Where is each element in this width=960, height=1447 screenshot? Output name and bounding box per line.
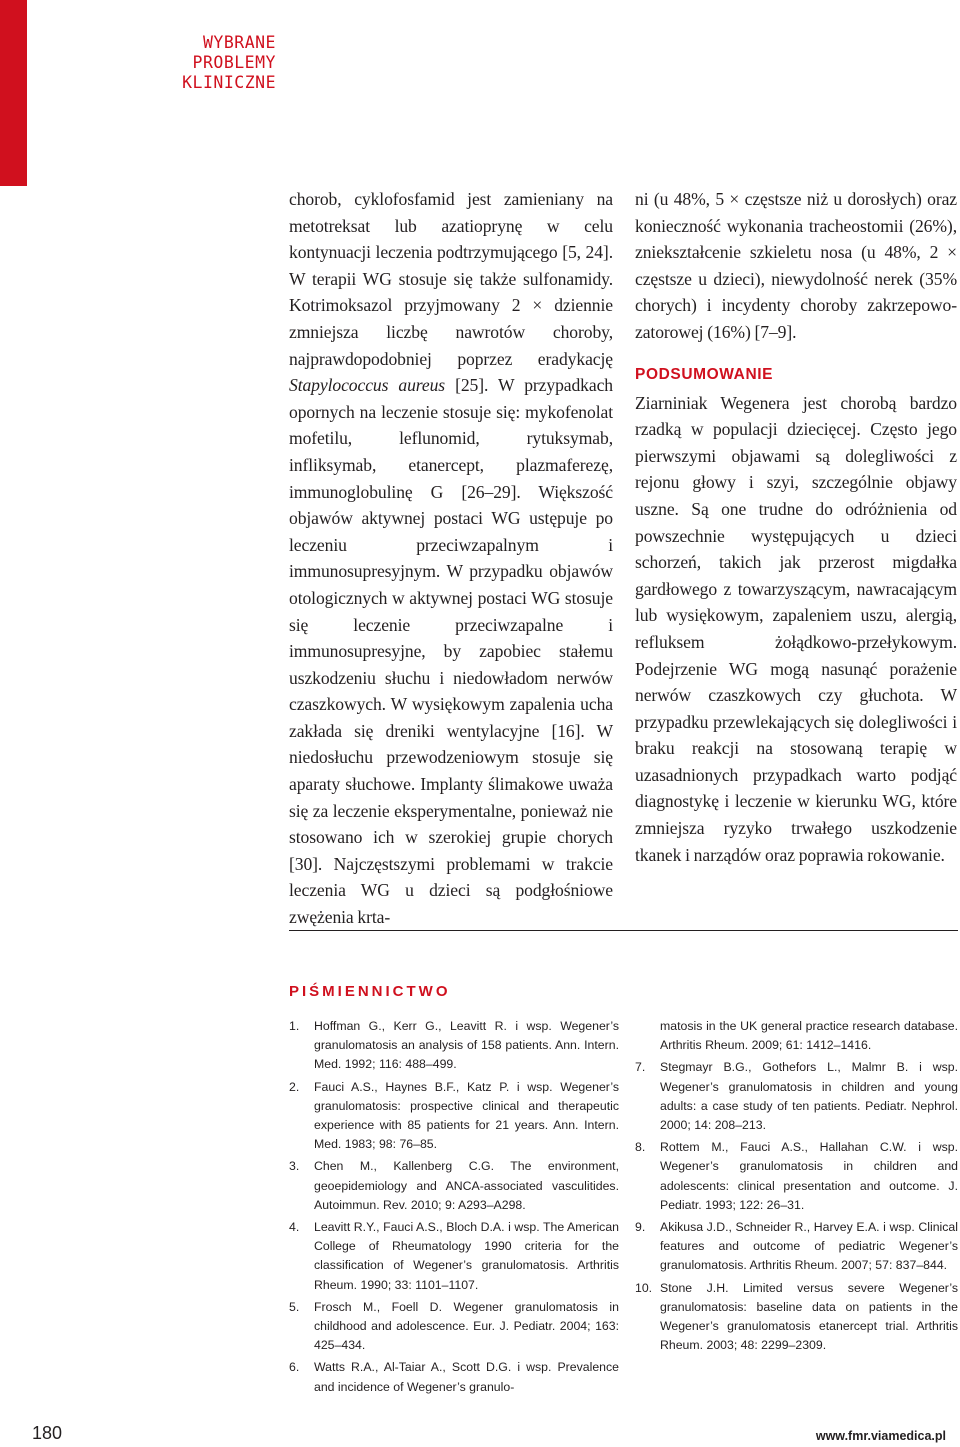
body-text: chorob, cyklofosfamid jest zamieniany na metotreksat lub azatioprynę w celu kontynuacji leczenia podtrzymującego [5, 24]. W terapii WG stosuje się także sulfonamidy. Kotrimoksazol przyjmowany 2 × dziennie zmniejsza liczbę nawrotów choroby, najprawdopodobniej poprzez eradykację [289,189,613,369]
reference-item [289,1157,619,1215]
reference-item [289,1218,619,1295]
reference-text: Akikusa J.D., Schneider R., Harvey E.A. i wsp. Clinical features and outcome of pediatric Wegener’s granulomatosis. Arthritis Rheum. 2007; 57: 837–844. [660,1220,958,1273]
reference-item [635,1279,958,1356]
reference-number: 2. [289,1079,300,1094]
divider [289,930,958,931]
reference-number: 4. [289,1220,300,1235]
reference-text: Stegmayr B.G., Gothefors L., Malmr B. i wsp. Wegener’s granulomatosis in children and young adults: a case study of ten patients. Pediatr. Nephrol. 2000; 14: 208–213. [660,1060,958,1133]
reference-text: Watts R.A., Al-Taiar A., Scott D.G. i wsp. Prevalence and incidence of Wegener’s granulo- [314,1360,619,1394]
section-label-line: KLINICZNE [182,73,276,92]
right-text-column [635,186,957,868]
body-paragraph [289,186,613,931]
reference-text: Frosch M., Foell D. Wegener granulomatosis in childhood and adolescence. Eur. J. Pediatr. 2004; 163: 425–434. [314,1299,619,1353]
reference-text: Hoffman G., Kerr G., Leavitt R. i wsp. Wegener’s granulomatosis an analysis of 158 patients. Ann. Intern. Med. 1992; 116: 488–499. [314,1019,619,1072]
reference-text: Fauci A.S., Haynes B.F., Katz P. i wsp. Wegener’s granulomatosis: prospective clinical and therapeutic experience with 85 patients for 21 years. Ann. Intern. Med. 1983; 98: 76–85. [314,1079,619,1152]
reference-number: 3. [289,1159,300,1174]
reference-item [635,1058,958,1135]
reference-item [635,1218,958,1276]
reference-number: 6. [289,1360,300,1375]
section-heading: PODSUMOWANIE [635,365,774,383]
section-label [150,33,276,93]
reference-item [289,1078,619,1155]
body-paragraph: ni (u 48%, 5 × częstsze niż u dorosłych) oraz konieczność wykonania tracheostomii (26%), zniekształcenie szkieletu nosa (u 48%, 2 × częstsze u dzieci), niewydolność nerek (35% chorych) i incydenty choroby zakrzepowo-zatorowej (16%) [7–9]. [635,189,957,342]
references-heading: PIŚMIENNICTWO [289,983,451,1000]
section-label-line: PROBLEMY [192,53,276,72]
reference-text: Stone J.H. Limited versus severe Wegener’s granulomatosis: baseline data on patients in the Wegener’s granulomatosis etanercept trial. Arthritis Rheum. 2003; 48: 2299–2309. [660,1280,958,1353]
reference-number: 10. [635,1280,653,1295]
page-number: 180 [32,1423,63,1443]
reference-item [289,1358,619,1396]
red-accent-bar [0,0,27,186]
journal-website: www.fmr.viamedica.pl [815,1429,946,1443]
reference-text: Leavitt R.Y., Fauci A.S., Bloch D.A. i wsp. The American College of Rheumatology 1990 criteria for the classification of Wegener’s granulomatosis. Arthritis Rheum. 1990; 33: 1101–1107. [314,1220,619,1292]
reference-continuation [635,1017,958,1055]
reference-number: 9. [635,1220,646,1235]
body-text: [25]. W przypadkach opornych na leczenie stosuje się: mykofenolat mofetilu, leflunomid, rytuksymab, infliksymab, etanercept, plazmaferezę, immunoglobulinę G [26–29]. Większość objawów aktywnej postaci WG ustępuje po leczeniu przeciwzapalnym i immunosupresyjnym. W przypadku objawów otologicznych w aktywnej postaci WG stosuje się leczenie przeciwzapalne i immunosupresyjne, by zapobiec stałemu uszkodzeniu słuchu i niedowładom nerwów czaszkowych. W wysiękowym zapalenia ucha zakłada się dreniki wentylacyjne [16]. W niedosłuchu przewodzeniowym stosuje się aparaty słuchowe. Implanty ślimakowe uważa się za leczenie eksperymentalne, ponieważ nie stosowano ich w szerokiej grupie chorych [30]. Najczęstszymi problemami w trakcie leczenia WG u dzieci są podgłośniowe zwężenia krta- [289,375,613,928]
left-text-column [289,186,613,931]
section-label-line: WYBRANE [202,33,276,52]
reference-item [289,1298,619,1356]
reference-item [635,1138,958,1215]
reference-item [289,1017,619,1075]
references-list-left [289,1017,619,1400]
summary-paragraph: Ziarniniak Wegenera jest chorobą bardzo rzadką w populacji dziecięcej. Często jego pierwszymi objawami są dolegliwości z rejonu głowy i szyi, szczególnie objawy uszne. Są one trudne do odróżnienia od powszechnie występujących u dzieci schorzeń, takich jak przerost migdałka gardłowego z towarzyszącym, nawracającym lub wysiękowym, zapaleniem uszu, alergią, refluksem żołądkowo-przełykowym. Podejrzenie WG mogą nasunąć porażenie nerwów czaszkowych czy głuchota. W przypadku przewlekających się dolegliwości i braku reakcji na stosowaną terapię w uzasadnionych przypadkach warto podjąć diagnostykę i leczenie w kierunku WG, które zmniejsza ryzyko trwałego uszkodzenie tkanek i narządów oraz poprawia rokowanie. [635,392,957,865]
reference-number: 8. [635,1140,646,1155]
reference-text: Chen M., Kallenberg C.G. The environment, geoepidemiology and ANCA-associated vasculitides. Autoimmun. Rev. 2010; 9: A293–A298. [314,1159,619,1212]
italic-species-name: Stapylococcus aureus [289,375,446,396]
references-list-right [635,1017,958,1358]
reference-text: Rottem M., Fauci A.S., Hallahan C.W. i wsp. Wegener’s granulomatosis in children and adolescents: clinical presentation and outcome. J. Pediatr. 1993; 122: 26–31. [660,1140,958,1212]
reference-number: 1. [289,1019,300,1033]
reference-number: 5. [289,1299,300,1314]
reference-text: matosis in the UK general practice research database. Arthritis Rheum. 2009; 61: 1412–1416. [660,1019,958,1053]
reference-number: 7. [635,1060,646,1075]
